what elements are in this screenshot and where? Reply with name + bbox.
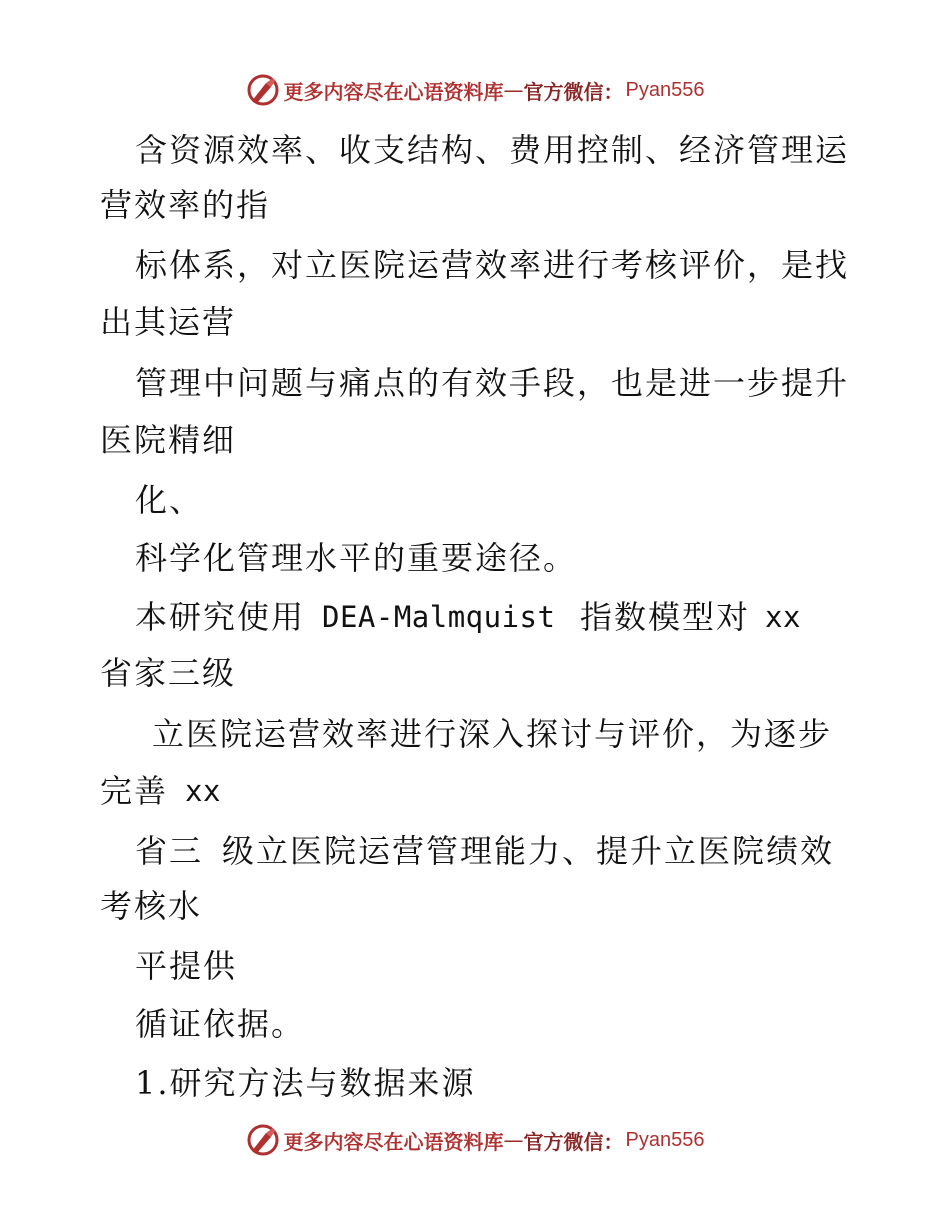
watermark-official-label: 官方微信： — [523, 1129, 624, 1154]
watermark-wechat-id: Pyan556 — [625, 78, 705, 101]
footer-watermark — [0, 1120, 950, 1160]
watermark-main-text: 更多内容尽在心语资料库 — [283, 1129, 504, 1154]
watermark-main-text: 更多内容尽在心语资料库 — [283, 79, 504, 104]
text-line: 医院精细 — [100, 421, 237, 459]
text-line: 管理中问题与痛点的有效手段，也是进一步提升 — [135, 364, 850, 402]
watermark-dash: — — [503, 1128, 524, 1152]
watermark-official-label: 官方微信： — [523, 79, 624, 104]
text-line: 标体系，对立医院运营效率进行考核评价，是找 — [135, 246, 850, 284]
text-line: 化、 — [135, 481, 204, 519]
text-line: 出其运营 — [100, 303, 237, 341]
text-line: 级立医院运营管理能力、提升立医院绩效 — [222, 832, 835, 870]
text-line: 省家三级 — [100, 654, 237, 692]
text-line: 完善 — [100, 772, 169, 810]
watermark-dash: — — [503, 78, 524, 102]
text-line: 考核水 — [100, 887, 203, 925]
model-name-text: DEA-Malmquist — [322, 600, 556, 634]
text-line: 立医院运营效率进行深入探讨与评价，为逐步 — [152, 715, 833, 753]
text-line: 指数模型对 — [580, 598, 751, 636]
pen-logo-icon — [246, 73, 280, 107]
text-line: 营效率的指 — [100, 186, 271, 224]
watermark-wechat-id: Pyan556 — [625, 1128, 705, 1151]
text-line: 科学化管理水平的重要途径。 — [135, 539, 578, 577]
text-line: 省三 — [135, 832, 204, 870]
placeholder-xx-text: xx — [185, 774, 221, 808]
text-line: 本研究使用 — [135, 598, 306, 636]
text-line: 平提供 — [135, 947, 238, 985]
header-watermark — [0, 70, 950, 110]
pen-logo-icon — [246, 1123, 280, 1157]
text-line: 循证依据。 — [135, 1005, 306, 1043]
text-line: 含资源效率、收支结构、费用控制、经济管理运 — [135, 131, 850, 169]
section-heading: 1.研究方法与数据来源 — [135, 1064, 476, 1102]
placeholder-xx-text: xx — [765, 600, 801, 634]
